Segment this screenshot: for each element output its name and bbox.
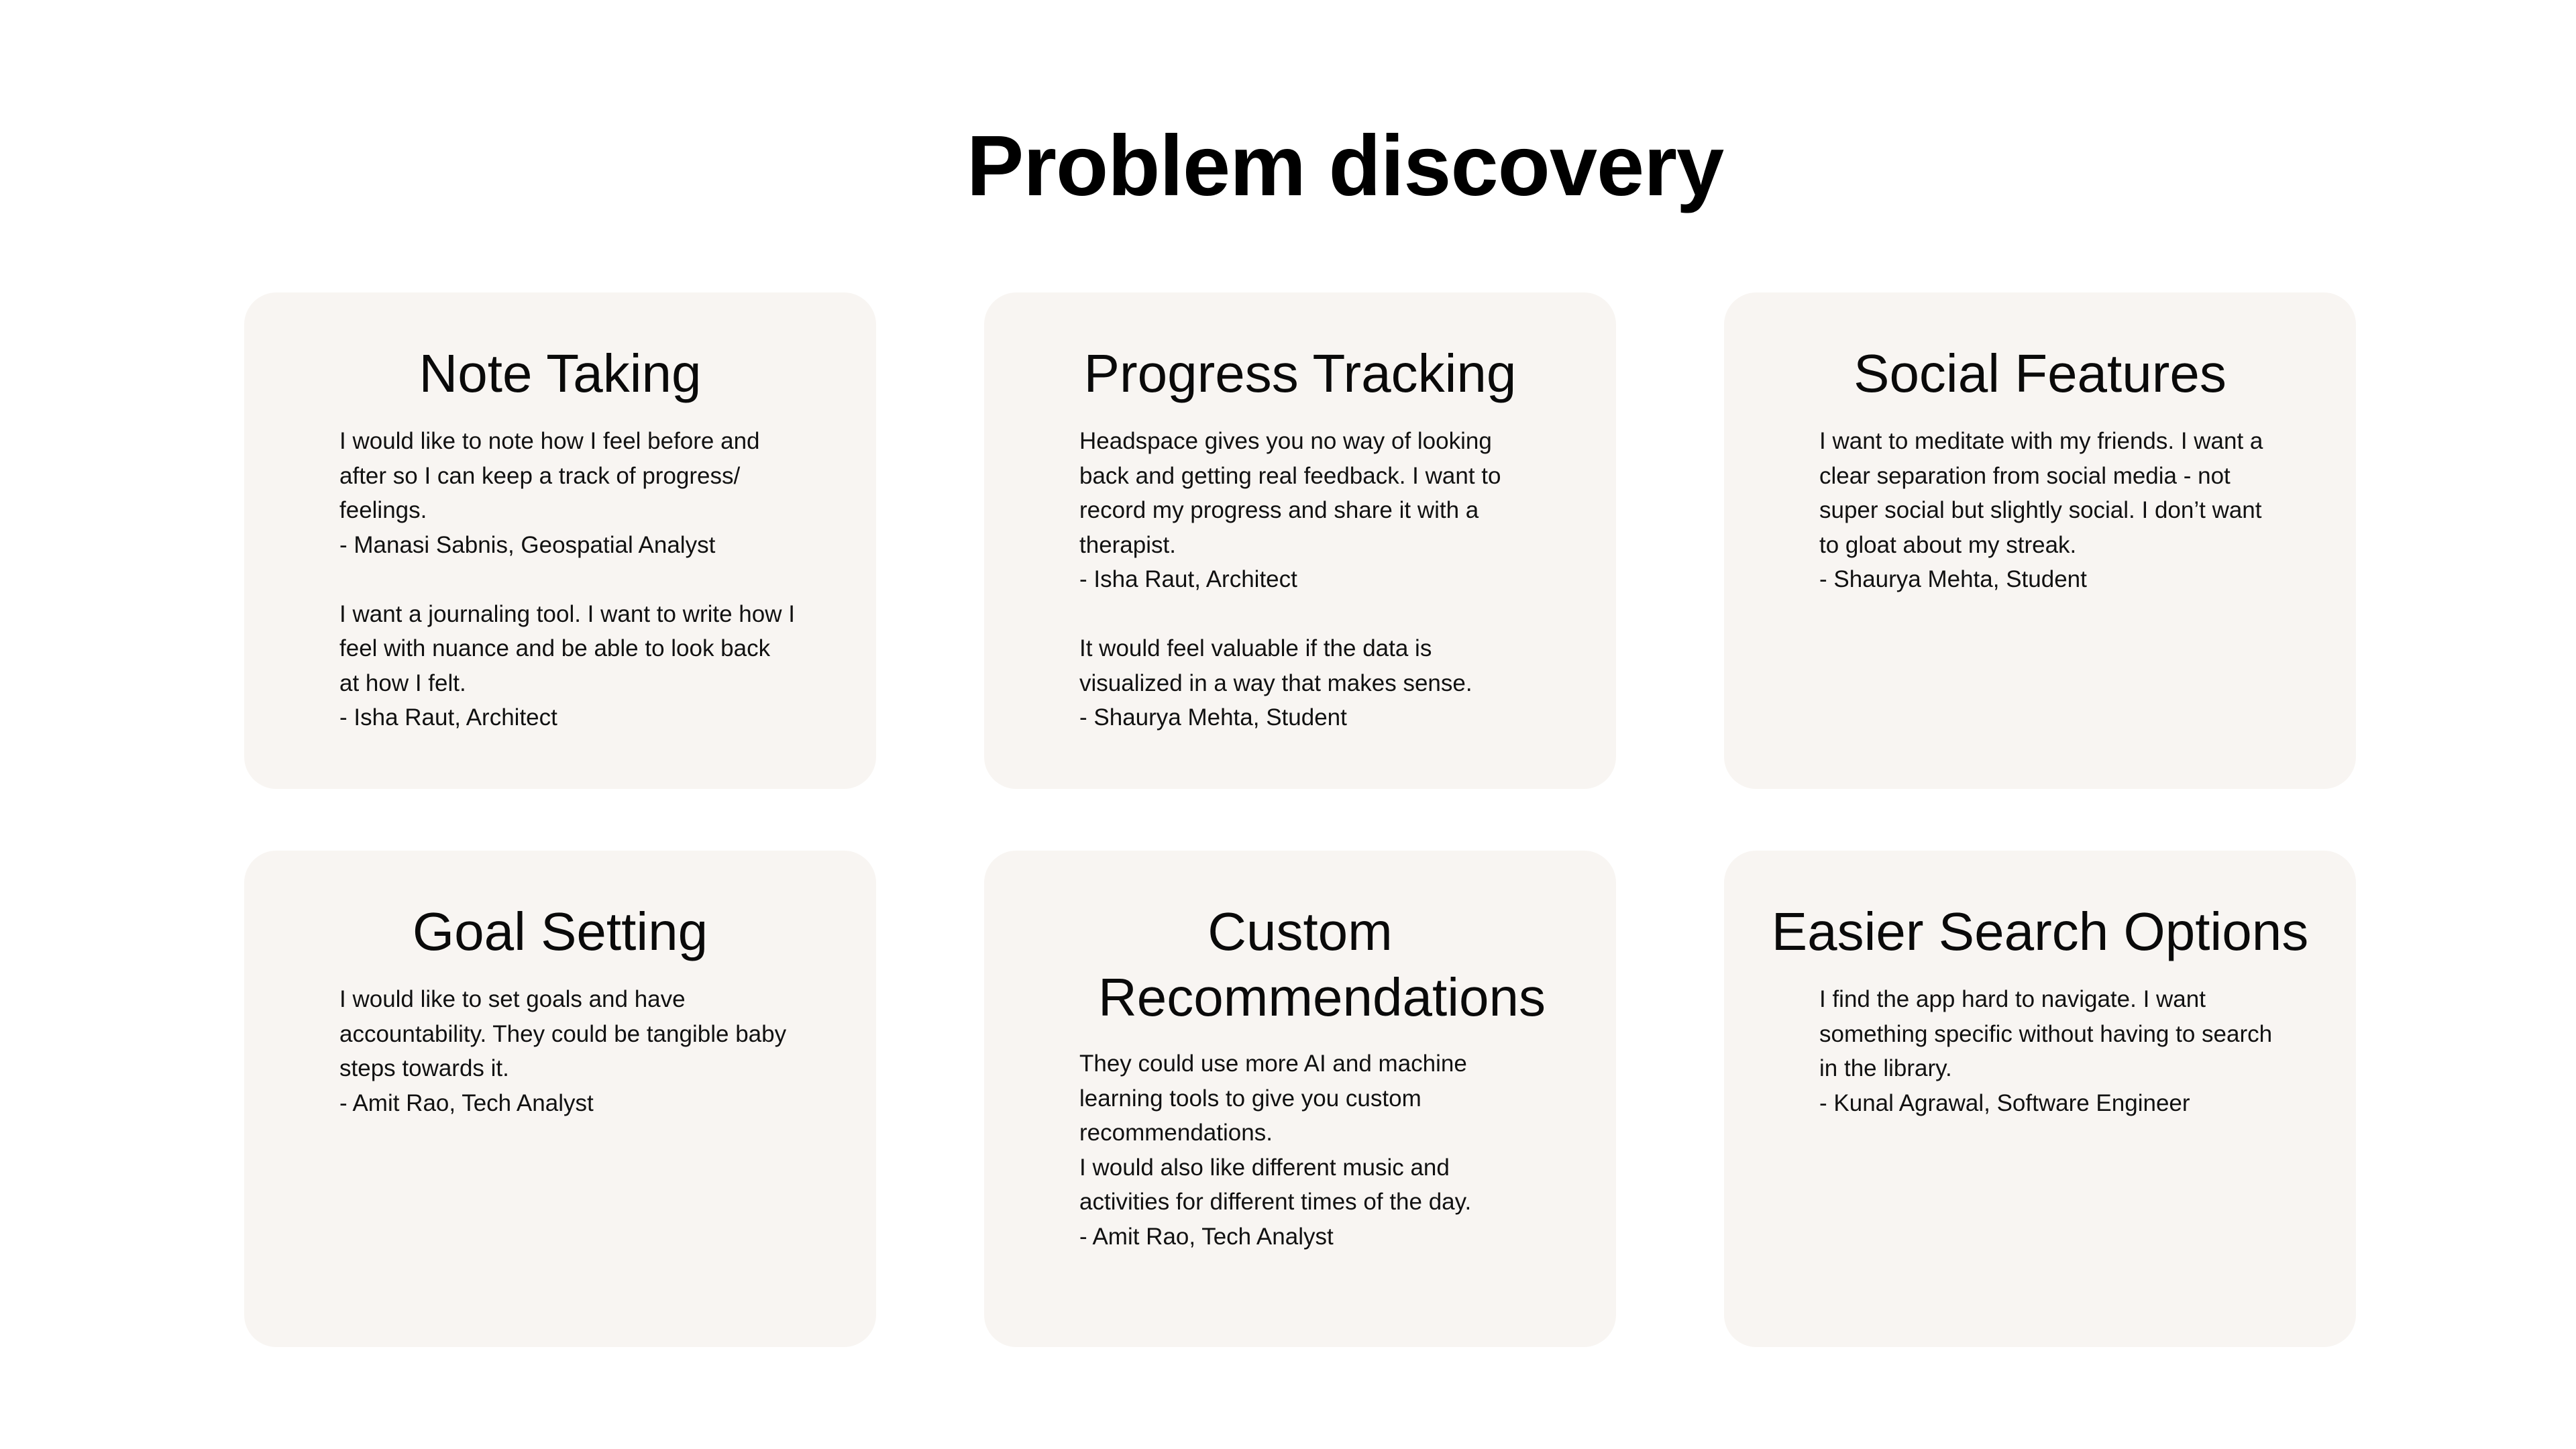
card-body	[1819, 982, 2275, 1120]
quote-author: - Shaurya Mehta, Student	[1079, 704, 1347, 731]
card-title: Social Features	[1854, 343, 2226, 403]
quote	[339, 597, 796, 735]
card-note-taking	[244, 292, 876, 789]
card-title: Custom Recommendations	[1098, 902, 1546, 1027]
card-body	[339, 424, 796, 735]
quote-text: It would feel valuable if the data is visualized in a way that makes sense.	[1079, 635, 1472, 696]
quote	[1079, 631, 1536, 735]
card-body	[1819, 424, 2275, 597]
quote-text: I find the app hard to navigate. I want something specific without having to search in the library.	[1819, 986, 2273, 1081]
page-title: Problem discovery	[966, 118, 1724, 214]
quote	[339, 424, 796, 562]
quote-text: They could use more AI and machine learning tools to give you custom recommendations.	[1079, 1051, 1467, 1146]
card-easier-search-options	[1724, 851, 2356, 1347]
quote	[1079, 424, 1536, 597]
quote	[1079, 1150, 1536, 1254]
quote-author: - Isha Raut, Architect	[1079, 566, 1297, 592]
quote-author: - Manasi Sabnis, Geospatial Analyst	[339, 531, 716, 558]
card-body	[339, 982, 796, 1120]
quote	[1819, 982, 2275, 1120]
quote	[1819, 424, 2275, 597]
card-goal-setting	[244, 851, 876, 1347]
card-title: Easier Search Options	[1771, 902, 2309, 961]
card-body	[1079, 424, 1536, 735]
card-title: Note Taking	[419, 343, 702, 403]
quote-author: - Shaurya Mehta, Student	[1819, 566, 2087, 592]
card-progress-tracking	[984, 292, 1616, 789]
card-body	[1079, 1046, 1536, 1254]
quote-author: - Amit Rao, Tech Analyst	[1079, 1223, 1334, 1250]
quote	[1079, 1046, 1536, 1150]
quote	[339, 982, 796, 1120]
quote-text: I want to meditate with my friends. I want a clear separation from social media - not super social but slightly social. I don’t want to gloat about my streak.	[1819, 428, 2263, 558]
quote-text: I would also like different music and activities for different times of the day.	[1079, 1154, 1472, 1215]
card-custom-recommendations	[984, 851, 1616, 1347]
card-social-features	[1724, 292, 2356, 789]
card-title: Goal Setting	[412, 902, 708, 961]
quote-author: - Amit Rao, Tech Analyst	[339, 1089, 594, 1116]
quote-author: - Isha Raut, Architect	[339, 704, 557, 731]
quote-author: - Kunal Agrawal, Software Engineer	[1819, 1089, 2190, 1116]
quote-text: I want a journaling tool. I want to write how I feel with nuance and be able to look back at how I felt.	[339, 600, 795, 696]
quote-text: I would like to note how I feel before and after so I can keep a track of progress/ feelings.	[339, 428, 760, 523]
card-title: Progress Tracking	[1083, 343, 1517, 403]
quote-text: I would like to set goals and have accountability. They could be tangible baby steps towards it.	[339, 986, 787, 1081]
quote-text: Headspace gives you no way of looking back and getting real feedback. I want to record my progress and share it with a therapist.	[1079, 428, 1501, 558]
